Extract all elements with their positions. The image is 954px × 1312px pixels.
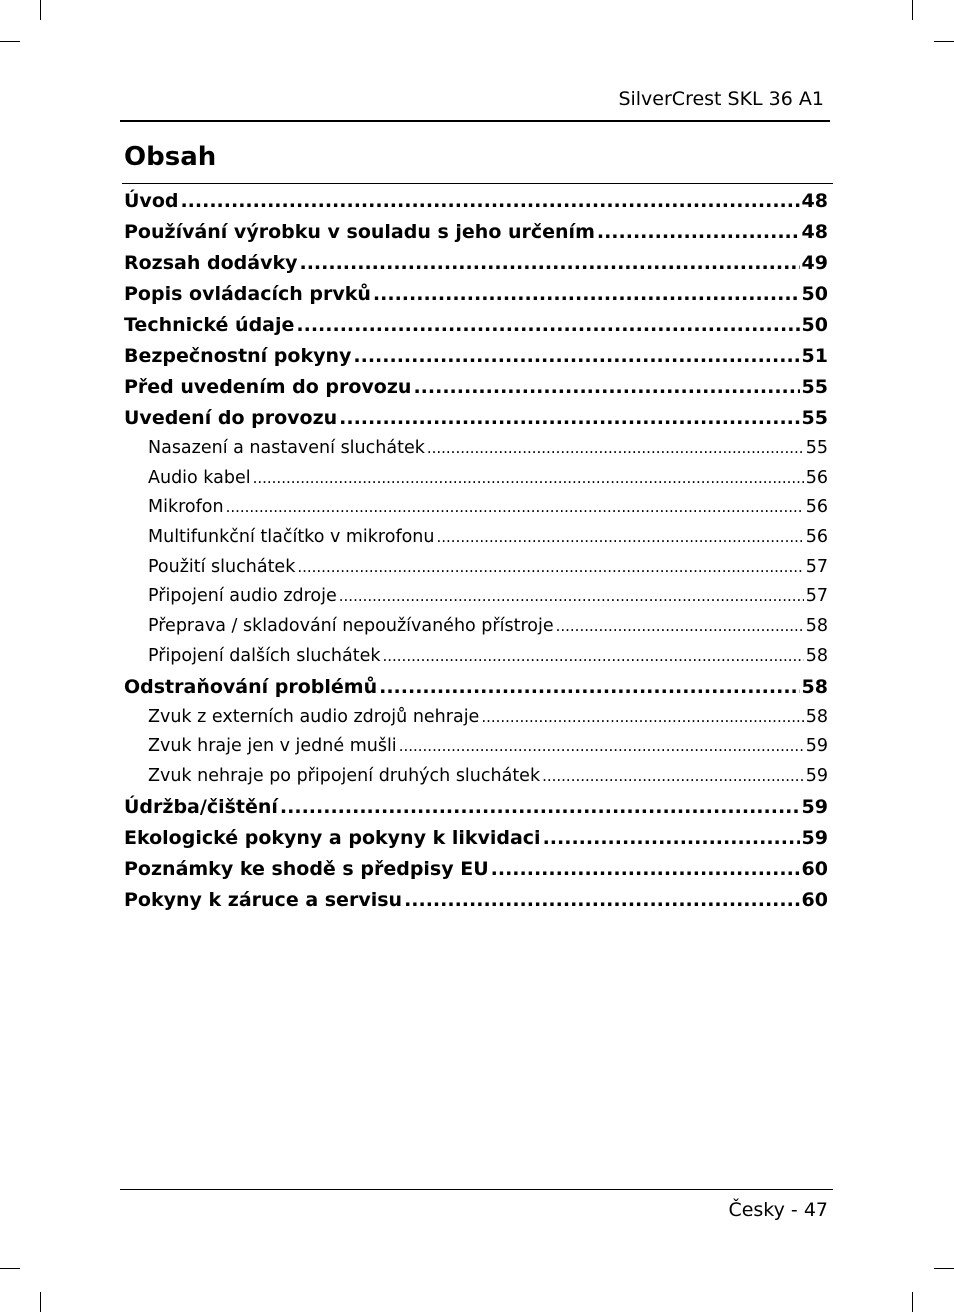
toc-entry-label: Připojení audio zdroje [148, 586, 337, 607]
toc-dot-leader [543, 823, 800, 854]
toc-dot-leader [481, 703, 803, 733]
toc-entry[interactable] [124, 248, 828, 279]
toc-entry-label: Zvuk hraje jen v jedné mušli [148, 736, 397, 757]
toc-dot-leader [280, 792, 800, 823]
toc-subentry[interactable] [124, 464, 828, 494]
toc-entry[interactable] [124, 403, 828, 434]
toc-dot-leader [404, 885, 799, 916]
toc-entry-label: Bezpečnostní pokyny [124, 345, 352, 367]
toc-entry-label: Údržba/čištění [124, 795, 278, 818]
toc-entry-label: Zvuk z externích audio zdrojů nehraje [148, 706, 480, 727]
toc-entry[interactable] [124, 672, 828, 703]
toc-entry[interactable] [124, 885, 828, 916]
toc-entry-label: Audio kabel [148, 467, 251, 488]
crop-mark [40, 1292, 41, 1312]
crop-mark [40, 0, 41, 20]
toc-dot-leader [427, 434, 804, 464]
toc-dot-leader [379, 672, 799, 703]
toc-entry-label: Připojení dalších sluchátek [148, 645, 381, 666]
page-title: Obsah [124, 142, 217, 172]
table-of-contents [124, 186, 828, 916]
toc-entry-page: 50 [801, 314, 828, 336]
toc-subentry[interactable] [124, 703, 828, 733]
toc-entry-page: 59 [801, 795, 828, 818]
toc-entry-label: Uvedení do provozu [124, 407, 338, 429]
toc-entry-page: 60 [801, 857, 828, 880]
footer-rule [120, 1189, 833, 1190]
toc-entry-page: 49 [801, 252, 828, 274]
crop-mark [934, 41, 954, 42]
toc-entry-page: 57 [805, 586, 828, 607]
toc-entry[interactable] [124, 310, 828, 341]
toc-entry-page: 59 [801, 826, 828, 849]
toc-dot-leader [597, 217, 800, 248]
toc-dot-leader [339, 582, 804, 612]
toc-entry-label: Nasazení a nastavení sluchátek [148, 438, 425, 458]
toc-dot-leader [297, 553, 803, 583]
toc-entry-label: Ekologické pokyny a pokyny k likvidaci [124, 826, 541, 849]
toc-entry-page: 59 [805, 736, 828, 757]
toc-dot-leader [300, 248, 800, 279]
toc-entry-page: 55 [805, 438, 828, 458]
toc-entry-label: Použití sluchátek [148, 556, 296, 577]
toc-subentry[interactable] [124, 762, 828, 792]
title-rule [122, 183, 833, 184]
page-number: Česky - 47 [728, 1199, 828, 1221]
toc-dot-leader [556, 612, 804, 642]
toc-entry-page: 57 [805, 556, 828, 577]
toc-subentry[interactable] [124, 553, 828, 583]
crop-mark [912, 0, 913, 20]
header-rule [120, 120, 830, 122]
toc-entry-label: Pokyny k záruce a servisu [124, 888, 403, 911]
toc-subentry[interactable] [124, 493, 828, 523]
toc-entry[interactable] [124, 279, 828, 310]
crop-mark [934, 1268, 954, 1269]
toc-dot-leader [226, 493, 804, 523]
toc-entry-page: 51 [801, 345, 828, 367]
running-header: SilverCrest SKL 36 A1 [618, 88, 824, 110]
toc-entry[interactable] [124, 372, 828, 403]
toc-entry-label: Úvod [124, 190, 179, 212]
toc-dot-leader [253, 464, 804, 494]
toc-entry-label: Popis ovládacích prvků [124, 283, 371, 305]
toc-entry-page: 56 [805, 467, 828, 488]
toc-entry-label: Přeprava / skladování nepoužívaného přístroje [148, 616, 554, 637]
toc-entry-label: Multifunkční tlačítko v mikrofonu [148, 527, 435, 548]
toc-entry[interactable] [124, 186, 828, 217]
toc-entry-page: 56 [805, 497, 828, 518]
toc-entry-page: 48 [801, 221, 828, 243]
toc-dot-leader [491, 854, 800, 885]
toc-entry[interactable] [124, 854, 828, 885]
toc-entry-page: 56 [805, 527, 828, 548]
toc-entry-label: Před uvedením do provozu [124, 376, 412, 398]
toc-entry-page: 55 [801, 376, 828, 398]
toc-dot-leader [413, 372, 799, 403]
toc-dot-leader [382, 642, 803, 672]
toc-dot-leader [296, 310, 799, 341]
toc-entry[interactable] [124, 792, 828, 823]
toc-entry-page: 58 [805, 706, 828, 727]
toc-subentry[interactable] [124, 612, 828, 642]
toc-dot-leader [180, 186, 799, 217]
toc-subentry[interactable] [124, 732, 828, 762]
toc-entry-page: 55 [801, 407, 828, 429]
toc-dot-leader [399, 732, 804, 762]
toc-subentry[interactable] [124, 523, 828, 553]
toc-entry-page: 60 [801, 888, 828, 911]
toc-entry-page: 50 [801, 283, 828, 305]
toc-entry[interactable] [124, 217, 828, 248]
toc-dot-leader [339, 403, 799, 434]
toc-entry-page: 58 [805, 645, 828, 666]
toc-entry-label: Zvuk nehraje po připojení druhých sluchátek [148, 765, 541, 786]
toc-dot-leader [437, 523, 804, 553]
toc-entry-label: Rozsah dodávky [124, 252, 298, 274]
toc-entry-label: Mikrofon [148, 497, 224, 518]
toc-entry-page: 59 [805, 765, 828, 786]
toc-entry-label: Používání výrobku v souladu s jeho určením [124, 221, 595, 243]
toc-dot-leader [542, 762, 804, 792]
crop-mark [912, 1292, 913, 1312]
toc-subentry[interactable] [124, 642, 828, 672]
toc-dot-leader [353, 341, 799, 372]
toc-entry-label: Technické údaje [124, 314, 295, 336]
toc-entry-page: 58 [801, 675, 828, 698]
toc-entry-page: 48 [801, 190, 828, 212]
toc-entry-page: 58 [805, 616, 828, 637]
crop-mark [0, 1268, 20, 1269]
toc-subentry[interactable] [124, 582, 828, 612]
toc-dot-leader [373, 279, 800, 310]
toc-entry-label: Odstraňování problémů [124, 675, 378, 698]
toc-entry[interactable] [124, 823, 828, 854]
toc-entry[interactable] [124, 341, 828, 372]
crop-mark [0, 41, 20, 42]
toc-subentry[interactable] [124, 434, 828, 464]
toc-entry-label: Poznámky ke shodě s předpisy EU [124, 857, 489, 880]
